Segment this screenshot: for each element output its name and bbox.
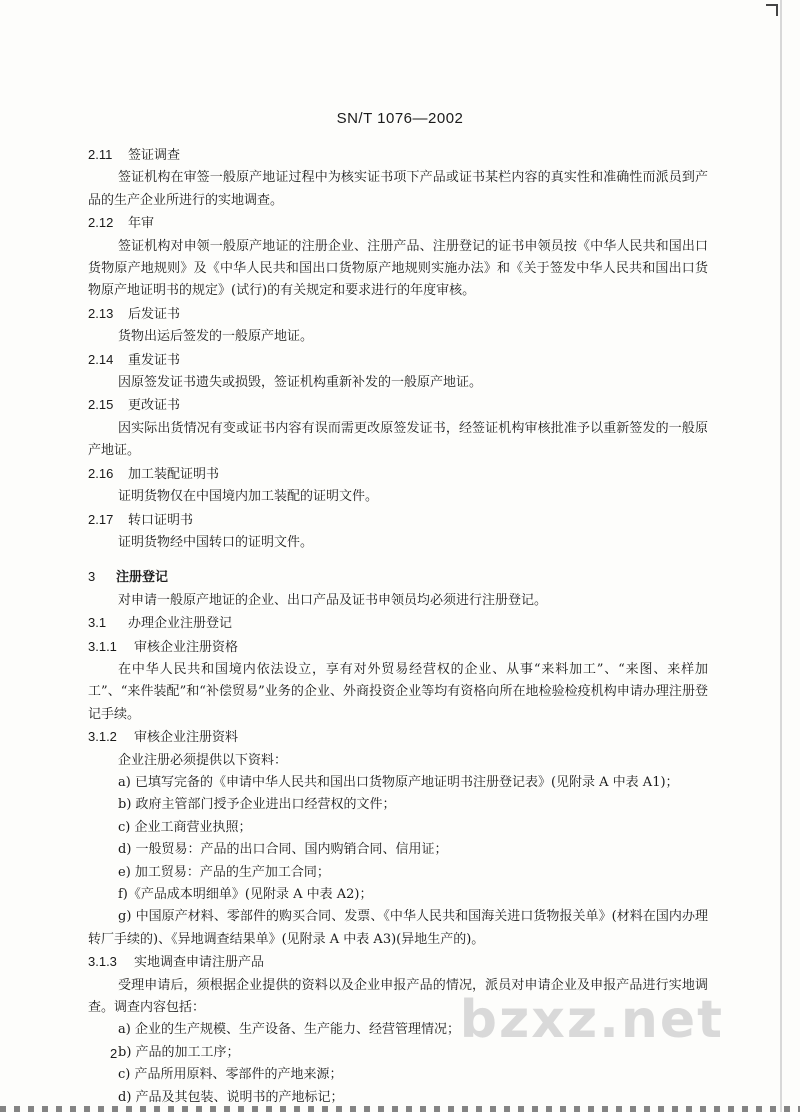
- list-item: b) 产品的加工工序；: [118, 1044, 240, 1060]
- paragraph: 因实际出货情况有变或证书内容有误而需更改原签发证书，经签证机构审核批准予以重新签发的一般原产地证。: [88, 420, 708, 459]
- paragraph: 证明货物仅在中国境内加工装配的证明文件。: [118, 489, 379, 505]
- paragraph: 签证机构在审签一般原产地证过程中为核实证书项下产品或证书某栏内容的真实性和准确性而派员到产品的生产企业所进行的实地调查。: [88, 170, 708, 208]
- paragraph: 因原签发证书遗失或损毁，签证机构重新补发的一般原产地证。: [118, 375, 483, 391]
- list-item: a) 已填写完备的《申请中华人民共和国出口货物原产地证明书注册登记表》(见附录 A 中表 A1)；: [118, 774, 679, 790]
- paragraph: 在中华人民共和国境内依法设立，享有对外贸易经营权的企业、从事“来料加工”、“来图、来样加工”、“来件装配”和“补偿贸易”业务的企业、外商投资企业等均有资格向所在地检验检疫机构申请办理注册登记手续。: [88, 661, 708, 722]
- section-title: 签证调查: [128, 148, 181, 163]
- subsection-heading: [88, 951, 708, 974]
- section-number: 2.13: [88, 305, 114, 321]
- chapter-heading: [88, 566, 708, 589]
- watermark: bzxz.net: [459, 990, 724, 1050]
- document-body: [88, 144, 708, 1109]
- section-number: 2.16: [88, 465, 114, 481]
- subsection-number: 3.1.3: [88, 954, 117, 970]
- section-title: 办理企业注册登记: [128, 616, 233, 632]
- list-item: b) 政府主管部门授予企业进出口经营权的文件；: [118, 797, 396, 813]
- subsection-heading: [88, 636, 708, 659]
- section-title: 年审: [128, 216, 155, 232]
- list-item: c) 产品所用原料、零部件的产地来源；: [118, 1067, 343, 1083]
- section-number: 2.15: [88, 397, 114, 413]
- section-number: 2.14: [88, 351, 114, 367]
- section-title: 转口证明书: [128, 512, 194, 528]
- section-heading: [88, 394, 708, 417]
- list-item: a) 企业的生产规模、生产设备、生产能力、经营管理情况；: [118, 1022, 460, 1038]
- paragraph: 证明货物经中国转口的证明文件。: [118, 534, 314, 550]
- subsection-title: 实地调查申请注册产品: [134, 955, 265, 971]
- document-id: SN/T 1076—2002: [336, 110, 464, 127]
- section-heading: [88, 349, 708, 372]
- section-title: 重发证书: [128, 352, 181, 368]
- paragraph: 货物出运后签发的一般原产地证。: [118, 329, 314, 345]
- list-item: e) 加工贸易：产品的生产加工合同；: [118, 864, 330, 880]
- paragraph: 签证机构对申领一般原产地证的注册企业、注册产品、注册登记的证书申领员按《中华人民共和国出口货物原产地规则》及《中华人民共和国出口货物原产地规则实施办法》和《关于签发中华人民共和国出口货物原产地证明书的规定》(试行)的有关规定和要求进行的年度审核。: [88, 238, 708, 299]
- section-heading: [88, 463, 708, 486]
- section-heading: [88, 303, 708, 326]
- section-number: 2.17: [88, 511, 114, 527]
- list-item: g) 中国原产材料、零部件的购买合同、发票、《中华人民共和国海关进口货物报关单》(材料在国内办理转厂手续的)、《异地调查结果单》(见附录 A 中表 A3)(异地生产的)。: [88, 909, 708, 947]
- section-heading: [88, 509, 708, 532]
- subsection-title: 审核企业注册资格: [134, 639, 239, 655]
- page-number: 2: [110, 1046, 118, 1061]
- section-title: 加工装配证明书: [128, 466, 220, 482]
- chapter-number: 3: [88, 569, 96, 585]
- subsection-number: 3.1.2: [88, 729, 117, 745]
- corner-mark: [766, 4, 778, 16]
- list-item: d) 产品及其包装、说明书的产地标记；: [118, 1089, 344, 1105]
- section-title: 更改证书: [128, 398, 181, 414]
- paragraph: 受理申请后，须根据企业提供的资料以及企业申报产品的情况，派员对申请企业及申报产品进行实地调查。调查内容包括：: [88, 977, 708, 1016]
- list-item: f)《产品成本明细单》(见附录 A 中表 A2)；: [118, 887, 373, 902]
- subsection-number: 3.1.1: [88, 638, 117, 654]
- section-number: 2.11: [88, 147, 113, 162]
- paragraph: 企业注册必须提供以下资料：: [118, 752, 288, 768]
- list-item: c) 企业工商营业执照；: [118, 819, 252, 835]
- scan-edge-right: [780, 0, 782, 1112]
- section-number: 3.1: [88, 615, 107, 631]
- section-number: 2.12: [88, 215, 114, 231]
- list-item: d) 一般贸易：产品的出口合同、国内购销合同、信用证；: [118, 842, 448, 858]
- section-title: 后发证书: [128, 306, 181, 322]
- subsection-title: 审核企业注册资料: [134, 730, 239, 746]
- section-heading: [88, 212, 708, 235]
- chapter-title: 注册登记: [116, 570, 169, 586]
- section-heading: [88, 144, 708, 167]
- paragraph: 对申请一般原产地证的企业、出口产品及证书申领员均必须进行注册登记。: [118, 592, 548, 608]
- subsection-heading: [88, 726, 708, 749]
- section-heading: [88, 612, 708, 635]
